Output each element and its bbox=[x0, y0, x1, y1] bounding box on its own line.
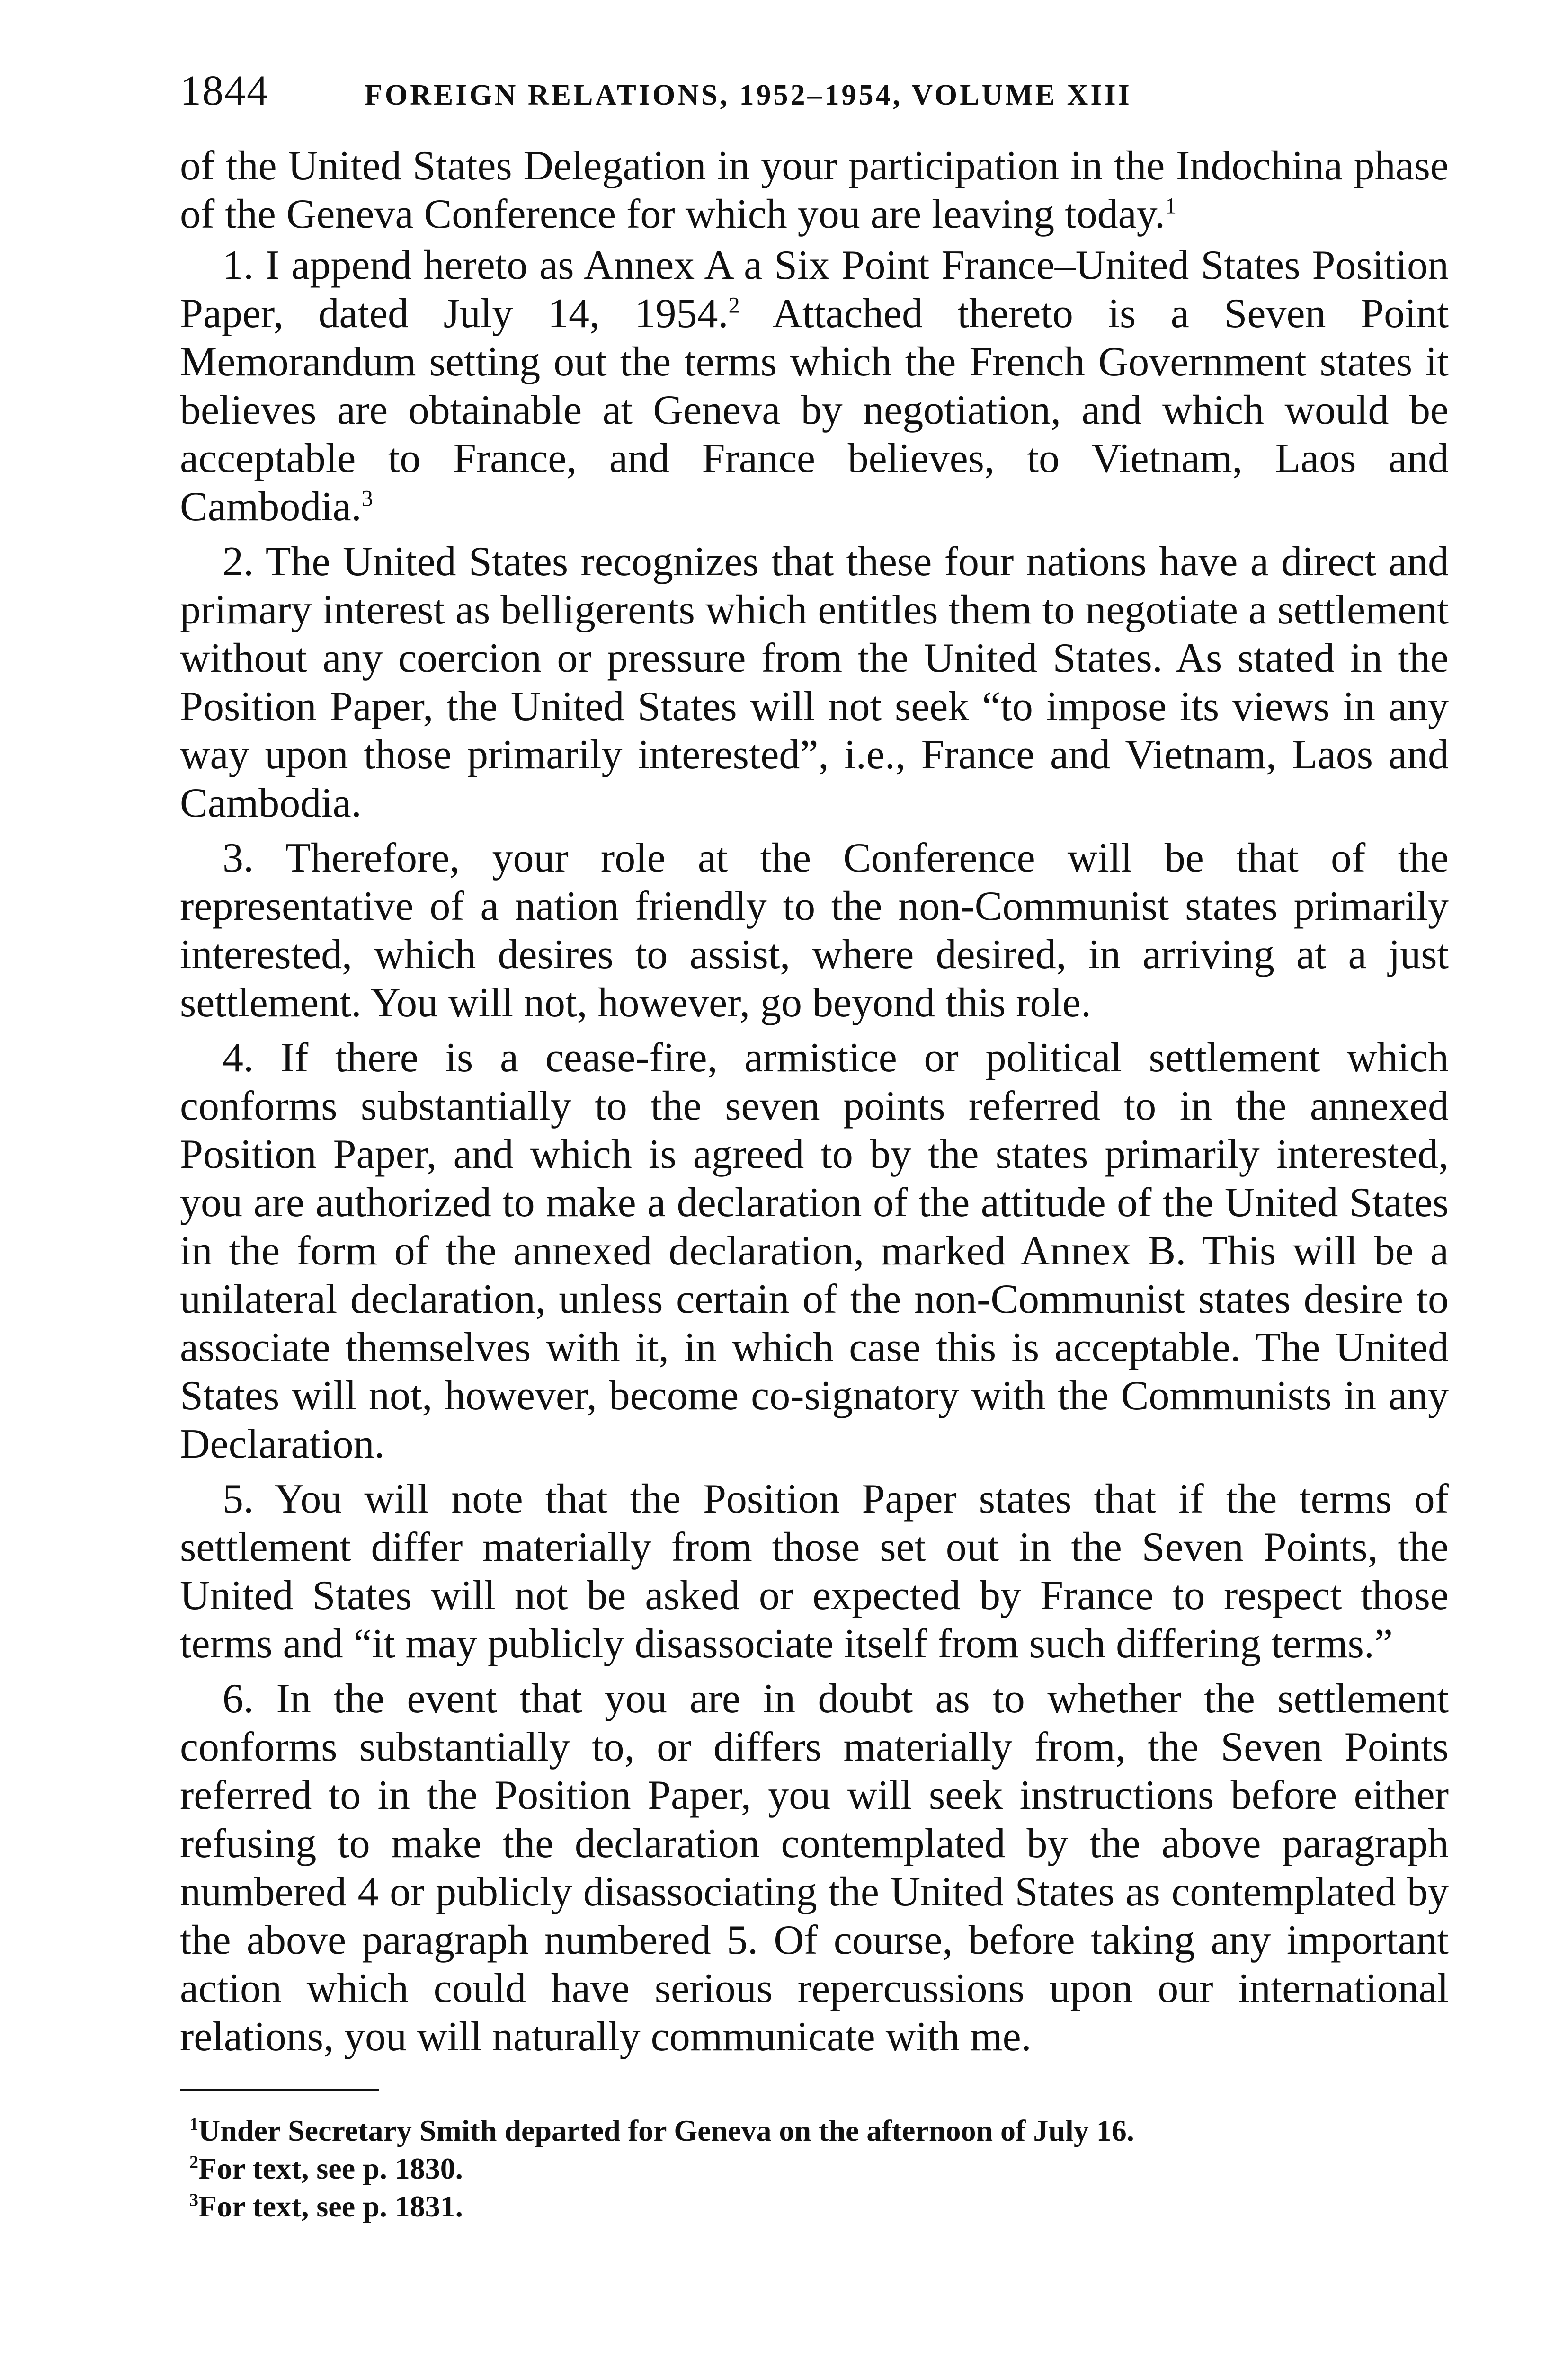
paragraph-1 bbox=[180, 241, 1449, 531]
paragraph-3: 3. Therefore, your role at the Conference will be that of the representative of a nation friendly to the non-Communist states primarily interested, which desires to assist, where desired, in arriving at a just settlement. You will not, however, go beyond this role. bbox=[180, 835, 1449, 1026]
page-number: 1844 bbox=[180, 67, 269, 114]
paragraph-1-text-a: 1. I append hereto as Annex A a Six Point France–United States Position Paper, dated July 14, 1954. bbox=[180, 242, 1449, 337]
footnote-2 bbox=[180, 2150, 1449, 2188]
footnote-ref-3: 3 bbox=[361, 486, 373, 511]
paragraph-4: 4. If there is a cease-fire, armistice or political settlement which conforms substantially to the seven points referred to in the annexed Position Paper, and which is agreed to by the states primarily interested, you are authorized to make a declaration of the attitude of the United States in the form of the annexed declaration, marked Annex B. This will be a unilateral declaration, unless certain of the non-Communist states desire to associate themselves with it, in which case this is acceptable. The United States will not, however, become co-signatory with the Communists in any Declaration. bbox=[180, 1035, 1449, 1467]
footnote-mark: 3 bbox=[189, 2190, 198, 2210]
footnote-mark: 1 bbox=[189, 2114, 198, 2135]
footnote-1 bbox=[180, 2112, 1449, 2150]
paragraph-1-text-b: Attached thereto is a Seven Point Memorandum setting out the terms which the French Government states it believes are obtainable at Geneva by negotiation, and which would be acceptable to France, and France believes, to Vietnam, Laos and Cambodia. bbox=[180, 291, 1449, 530]
footnote-ref-2: 2 bbox=[728, 293, 740, 318]
footnote-text: For text, see p. 1830. bbox=[198, 2152, 463, 2185]
paragraph-5: 5. You will note that the Position Paper states that if the terms of settlement differ materially from those set out in the Seven Points, the United States will not be asked or expected by France to respect those terms and “it may publicly disassociate itself from such differing terms.” bbox=[180, 1476, 1449, 1667]
footnotes bbox=[180, 2112, 1449, 2225]
document-page bbox=[180, 66, 1449, 2225]
footnote-text: For text, see p. 1831. bbox=[198, 2189, 463, 2223]
continuation-paragraph bbox=[180, 142, 1449, 239]
footnote-mark: 2 bbox=[189, 2152, 198, 2172]
footnote-divider bbox=[180, 2089, 379, 2091]
body-text bbox=[180, 142, 1449, 2061]
volume-title: FOREIGN RELATIONS, 1952–1954, VOLUME XIII bbox=[365, 79, 1132, 111]
footnote-ref-1: 1 bbox=[1165, 193, 1176, 219]
footnote-text: Under Secretary Smith departed for Geneva on the afternoon of July 16. bbox=[198, 2114, 1134, 2147]
continuation-text: of the United States Delegation in your participation in the Indochina phase of the Geneva Conference for which you are leaving today. bbox=[180, 143, 1449, 237]
paragraph-2: 2. The United States recognizes that these four nations have a direct and primary interest as belligerents which entitles them to negotiate a settlement without any coercion or pressure from the United States. As stated in the Position Paper, the United States will not seek “to impose its views in any way upon those primarily interested”, i.e., France and Vietnam, Laos and Cambodia. bbox=[180, 539, 1449, 826]
paragraph-6: 6. In the event that you are in doubt as to whether the settlement conforms substantially to, or differs materially from, the Seven Points referred to in the Position Paper, you will seek instructions before either refusing to make the declaration contemplated by the above paragraph numbered 4 or publicly disassociating the United States as contemplated by the above paragraph numbered 5. Of course, before taking any important action which could have serious repercussions upon our international relations, you will naturally communicate with me. bbox=[180, 1676, 1449, 2060]
running-head bbox=[180, 66, 1449, 133]
footnote-3 bbox=[180, 2188, 1449, 2225]
